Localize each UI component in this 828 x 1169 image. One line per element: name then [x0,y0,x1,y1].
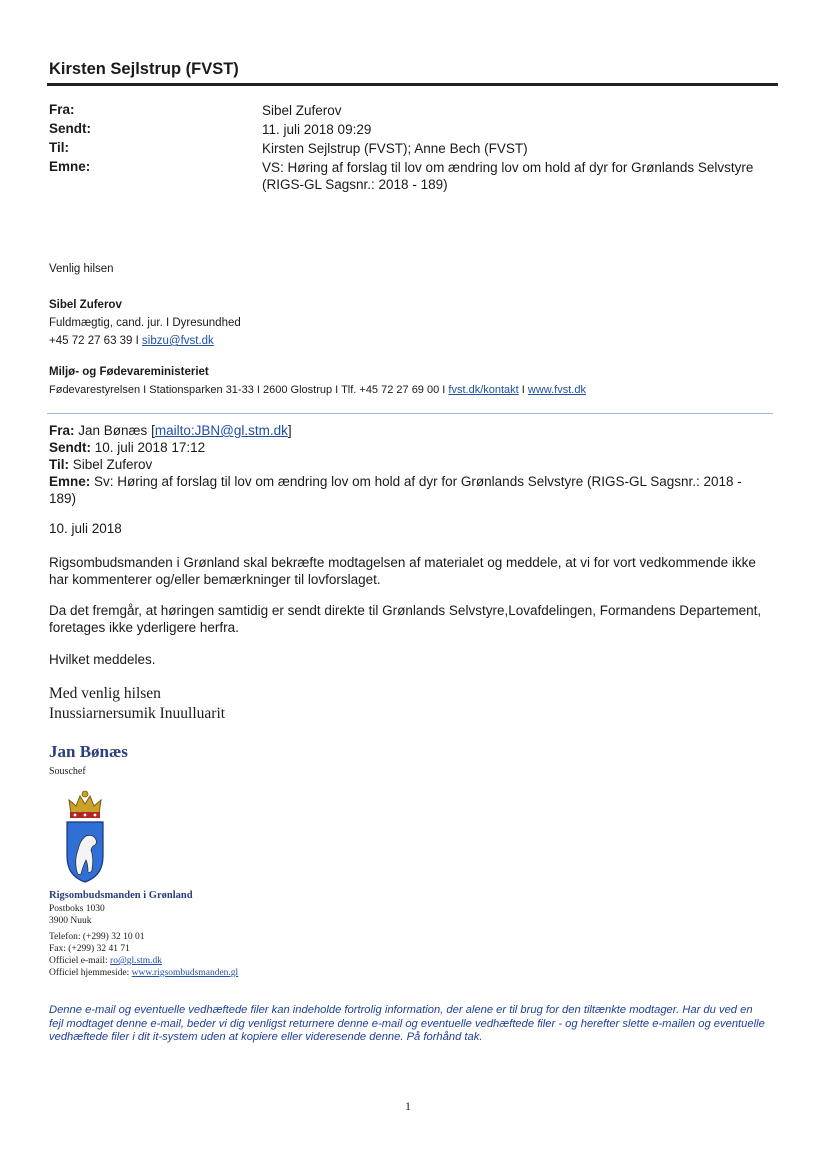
body-paragraph-2: Da det fremgår, at høringen samtidig er sendt direkte til Grønlands Selvstyre,Lovafdelingen, Formandens Departement, foretages ikke yderligere herfra. [49,603,762,635]
header-value-subject: VS: Høring af forslag til lov om ændring lov om hold af dyr for Grønlands Selvstyre (RIGS-GL Sagsnr.: 2018 - 189) [262,160,754,192]
org-postbox: Postboks 1030 [49,904,105,914]
header-label-subject: Emne: [49,159,91,174]
fwd-from-label: Fra: [49,423,75,438]
sender-name: Jan Bønæs [49,742,128,761]
fwd-mailto-link[interactable]: mailto:JBN@gl.stm.dk [154,423,288,438]
header-value-to: Kirsten Sejlstrup (FVST); Anne Bech (FVST) [262,141,528,156]
fwd-bracket-close: ] [287,423,292,438]
org-city: 3900 Nuuk [49,916,92,926]
fwd-to-label: Til: [49,457,69,472]
ministry-name: Miljø- og Fødevareministeriet [49,366,209,378]
fwd-to-line [49,456,769,473]
fwd-from-value: Jan Bønæs [78,423,148,438]
header-divider [47,83,778,86]
fwd-bracket-open: [ [151,423,155,438]
org-name: Rigsombudsmanden i Grønland [49,890,193,901]
header-value-from: Sibel Zuferov [262,103,342,118]
page-number: 1 [405,1099,411,1113]
coat-of-arms-logo [62,790,108,884]
fwd-subject-label: Emne: [49,474,91,489]
closing-greenlandic: Inussiarnersumik Inuulluarit [49,705,226,722]
org-email-line [49,956,162,966]
greeting: Venlig hilsen [49,263,114,275]
org-fax: Fax: (+299) 32 41 71 [49,944,130,954]
confidentiality-disclaimer: Denne e-mail og eventuelle vedhæftede filer kan indeholde fortrolig information, der alene er til brug for den tiltænkte modtager. Har du ved en fejl modtaget denne e-mail, beder vi dig venligst returnere denne e-mail og eventuelle vedhæftede filer - og herefter slette e-mailen og eventuelle vedhæftede filer i dit it-system uden at kopiere eller videresende denne. På forhånd tak. [49,1004,765,1044]
org-web-line [49,968,238,978]
fwd-subject-value: Sv: Høring af forslag til lov om ændring lov om hold af dyr for Grønlands Selvstyre (RIGS-GL Sagsnr.: 2018 - 189) [49,474,742,506]
header-label-to: Til: [49,140,69,155]
link-separator: I [521,384,525,396]
sender-title: Souschef [49,766,86,777]
org-web-link[interactable]: www.rigsombudsmanden.gl [131,968,239,978]
fwd-from-line [49,422,769,439]
page-title: Kirsten Sejlstrup (FVST) [49,60,239,78]
website-link[interactable]: www.fvst.dk [527,384,586,396]
fwd-to-value: Sibel Zuferov [72,457,153,472]
body-paragraph-3: Hvilket meddeles. [49,652,156,667]
org-email-link[interactable]: ro@gl.stm.dk [110,956,163,966]
fwd-sent-line [49,439,769,456]
org-phone: Telefon: (+299) 32 10 01 [49,932,145,942]
header-label-sent: Sendt: [49,121,91,136]
signature-email-link[interactable]: sibzu@fvst.dk [142,335,214,347]
fwd-subject-line [49,473,769,507]
header-value-sent: 11. juli 2018 09:29 [262,122,372,137]
fwd-sent-value: 10. juli 2018 17:12 [94,440,206,455]
header-label-from: Fra: [49,102,75,117]
signature-phone: +45 72 27 63 39 I [49,335,139,347]
closing-danish: Med venlig hilsen [49,685,161,702]
signature-phone-line [49,335,214,347]
agency-address-line [49,384,586,396]
fwd-sent-label: Sendt: [49,440,91,455]
agency-address: Fødevarestyrelsen I Stationsparken 31-33 I 2600 Glostrup I Tlf. +45 72 27 69 00 I [49,384,446,396]
org-email-label: Officiel e-mail: [49,956,108,966]
body-date: 10. juli 2018 [49,521,122,536]
org-web-label: Officiel hjemmeside: [49,968,130,978]
contact-link[interactable]: fvst.dk/kontakt [448,384,519,396]
forward-divider [47,413,773,414]
signature-title: Fuldmægtig, cand. jur. I Dyresundhed [49,317,241,329]
signature-name: Sibel Zuferov [49,299,122,311]
body-paragraph-1: Rigsombudsmanden i Grønland skal bekræfte modtagelsen af materialet og meddele, at vi for vort vedkommende ikke har kommenterer og/eller bemærkninger til lovforslaget. [49,555,756,587]
